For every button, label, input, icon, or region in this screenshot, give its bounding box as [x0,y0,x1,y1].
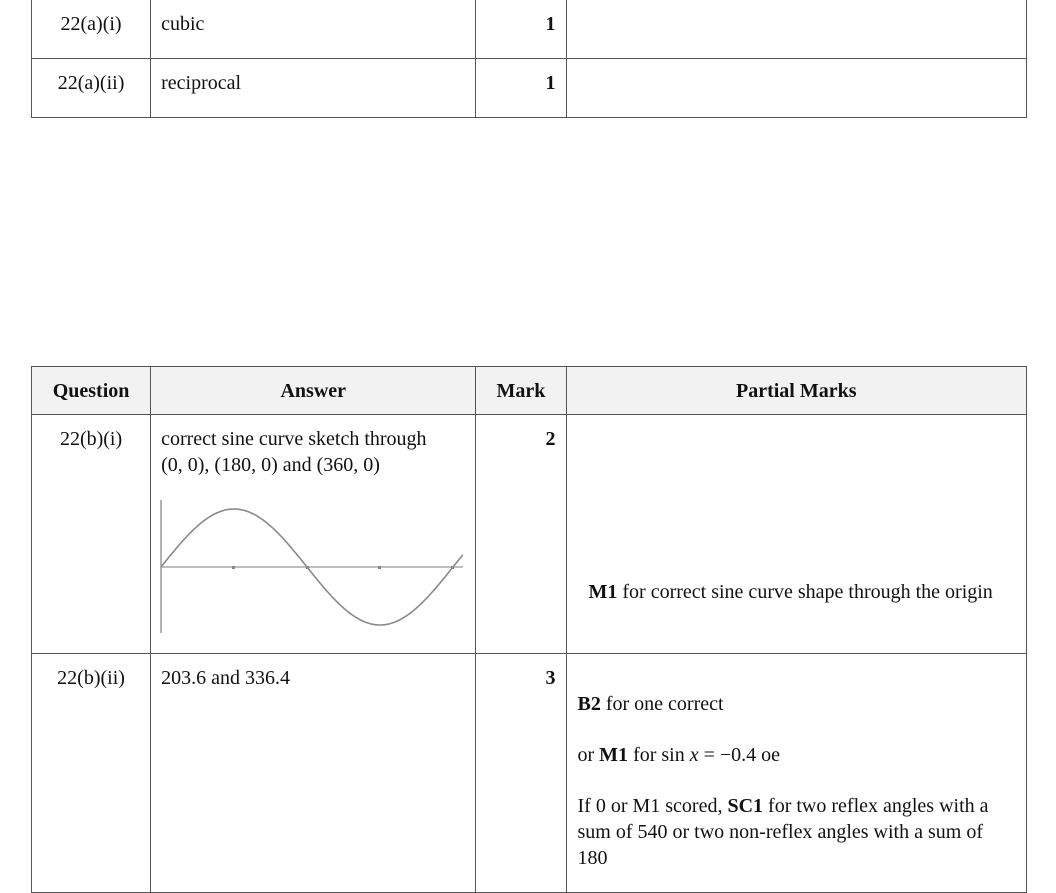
mark-scheme-table-a [31,0,1027,118]
tick-mark [232,566,235,569]
answer-cell: reciprocal [151,59,476,118]
mark-code: SC1 [727,795,764,817]
question-cell: 22(b)(ii) [32,654,151,893]
mark-cell: 2 [476,415,566,654]
header-question: Question [32,367,151,415]
tick-mark [378,566,381,569]
partial-marks-cell [566,654,1027,893]
answer-cell: cubic [151,0,476,59]
answer-cell [151,415,476,654]
mark-cell: 1 [476,59,566,118]
partial-marks-line [578,691,1017,717]
mark-code: M1 [599,744,629,766]
question-cell: 22(a)(i) [32,0,151,59]
header-answer: Answer [151,367,476,415]
partial-marks-description: = −0.4 oe [698,744,781,766]
mark-cell: 1 [476,0,566,59]
partial-marks-description: for two reflex angles with a sum of 540 or two non-reflex angles with a sum of 180 [577,795,989,869]
mark-code: M1 [588,581,618,603]
answer-line: (0, 0), (180, 0) and (360, 0) [161,454,380,476]
partial-marks-line [578,793,1017,871]
mark-scheme-table-b [31,366,1027,893]
mark-cell: 3 [476,654,566,893]
partial-marks-cell [566,415,1027,654]
partial-marks-line [578,742,1017,768]
mark-code: B2 [577,693,601,715]
partial-marks-text [589,579,1007,605]
partial-marks-prefix: If 0 or M1 scored, [577,795,728,817]
question-cell: 22(b)(i) [32,415,151,654]
partial-marks-description: for one correct [600,693,724,715]
answer-line: correct sine curve sketch through [161,428,427,450]
header-partial-marks: Partial Marks [566,367,1027,415]
table-row [32,0,1027,59]
header-mark: Mark [476,367,566,415]
partial-marks-prefix: or [577,744,600,766]
table-row [32,59,1027,118]
variable-x: x [689,744,699,766]
answer-cell: 203.6 and 336.4 [151,654,476,893]
partial-marks-description: for sin [628,744,690,766]
question-cell: 22(a)(ii) [32,59,151,118]
partial-marks-description: for correct sine curve shape through the origin [617,581,993,603]
header-row [32,367,1027,415]
table-row [32,415,1027,654]
sine-curve-sketch [159,498,465,633]
partial-marks-cell [566,0,1027,59]
table-row [32,654,1027,893]
partial-marks-cell [566,59,1027,118]
